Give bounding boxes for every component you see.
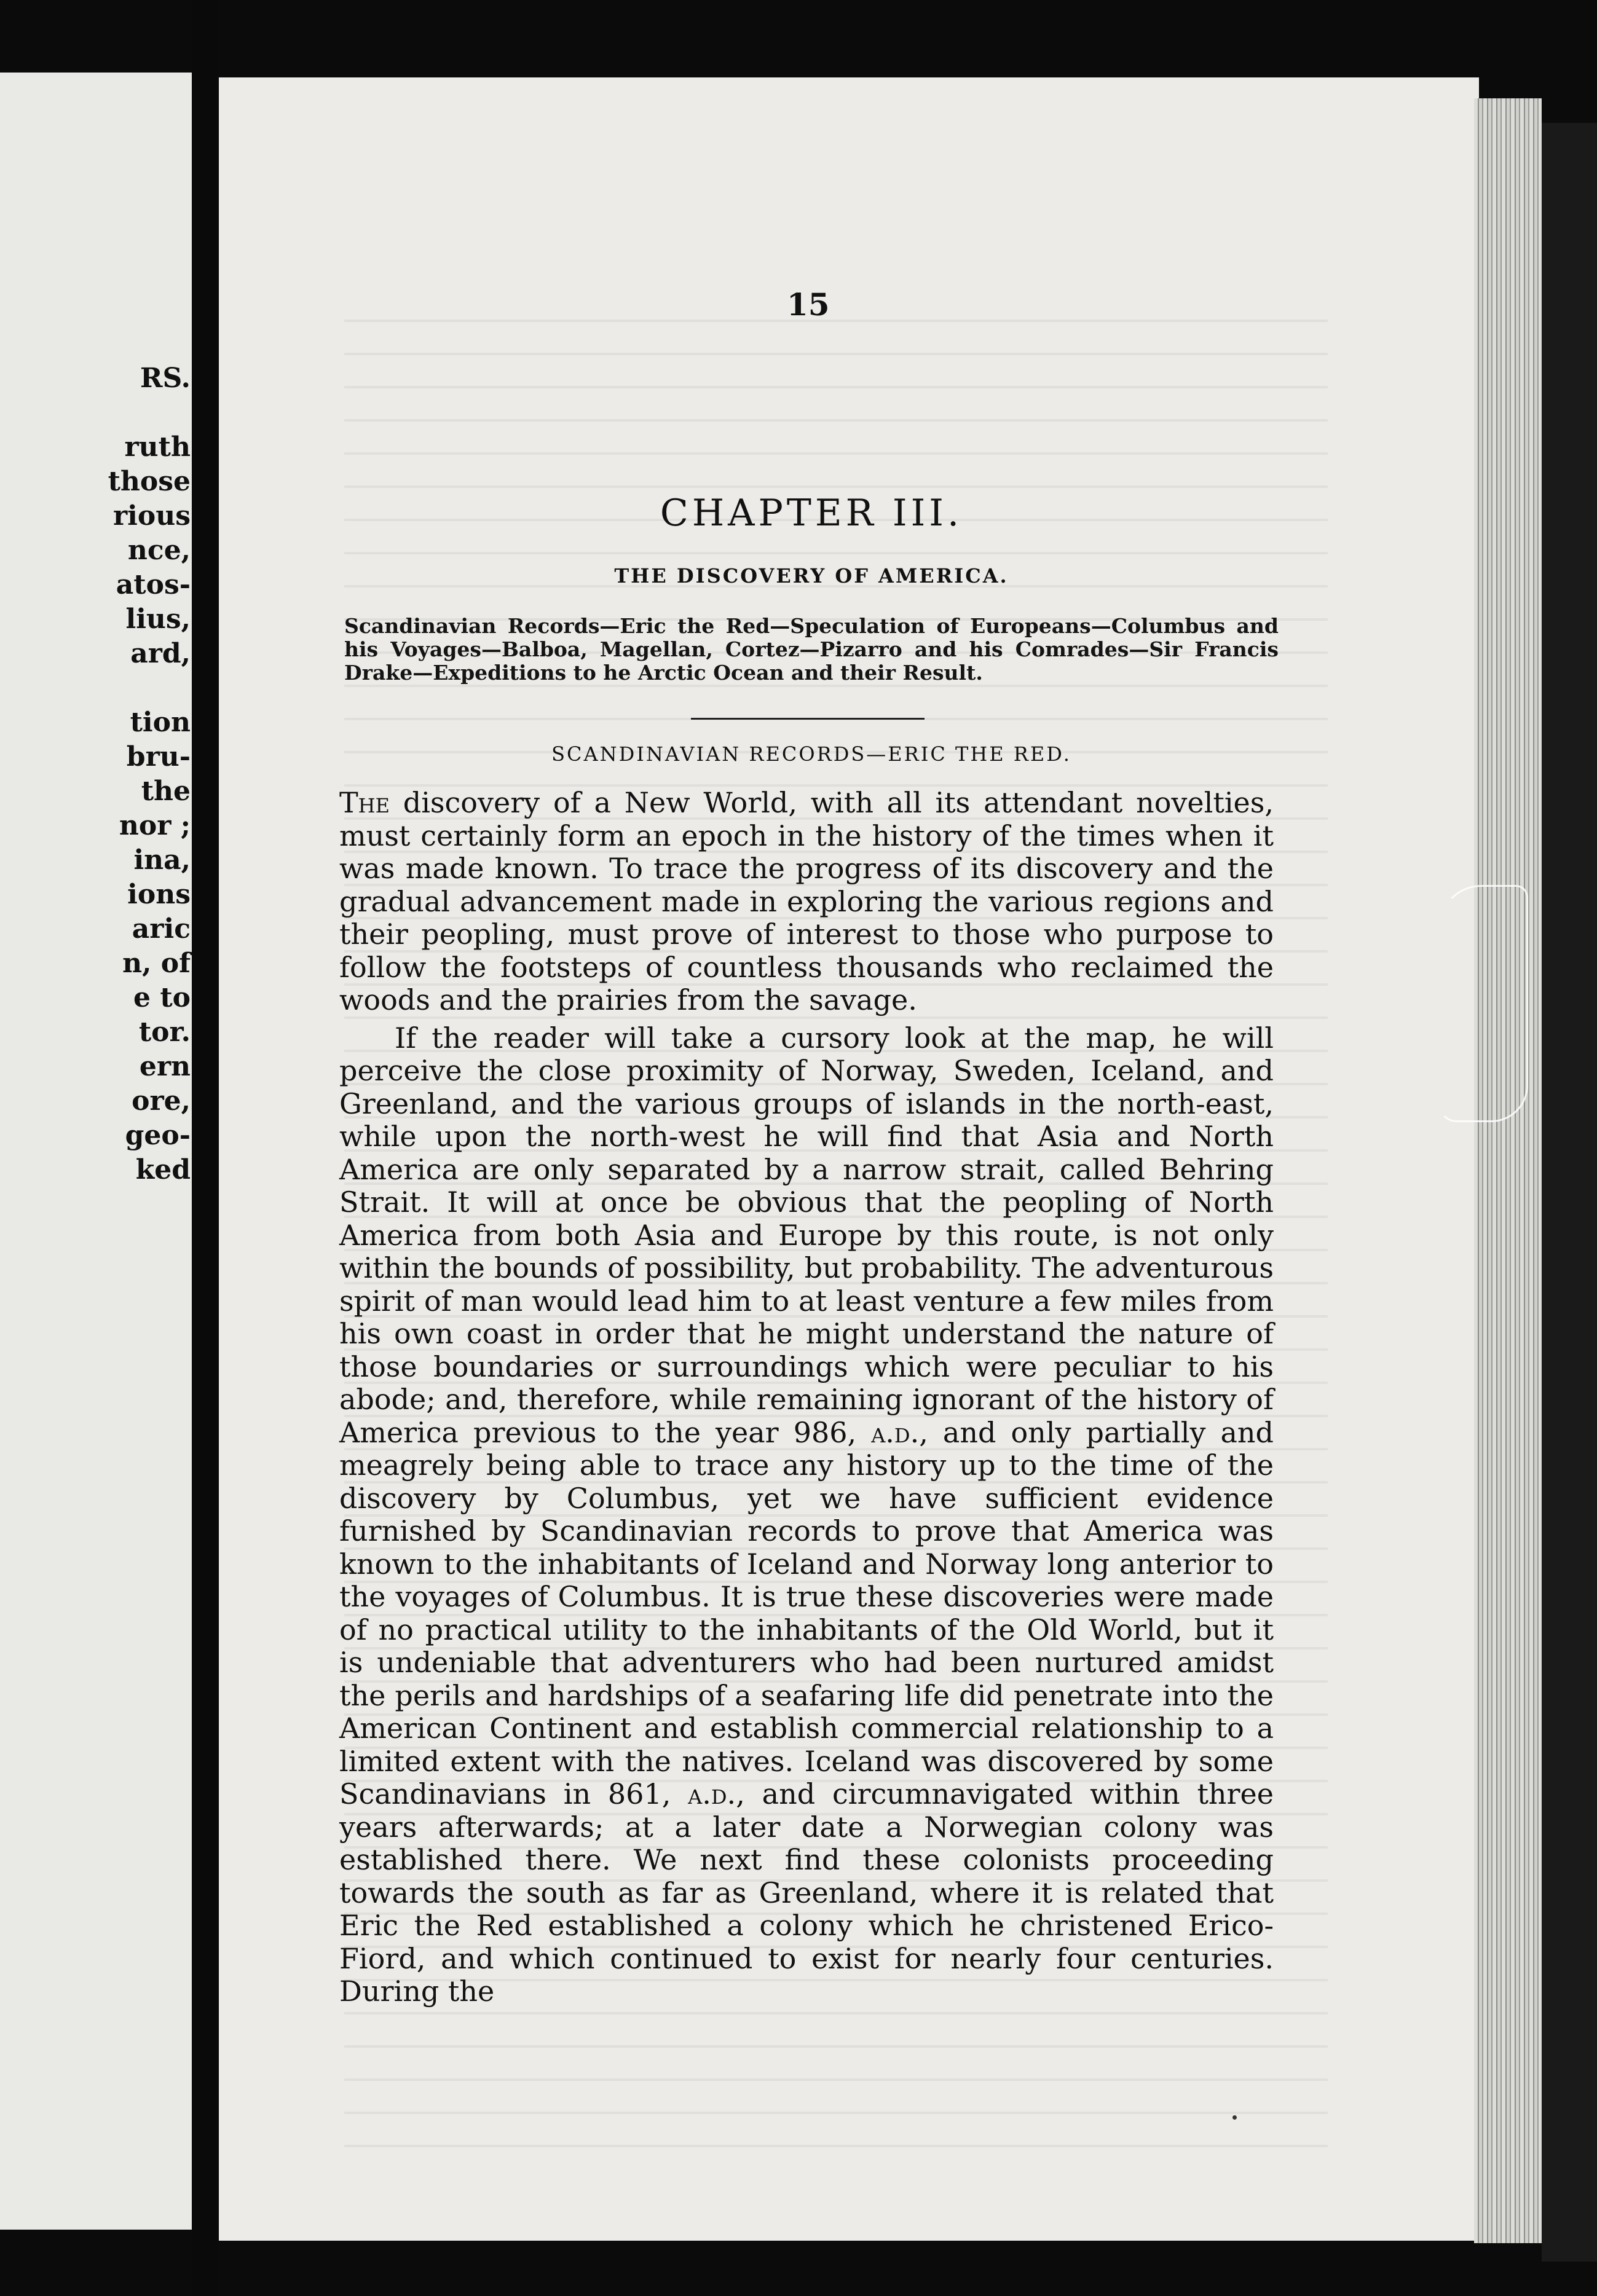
page-edge-shadow bbox=[1542, 123, 1597, 2262]
chapter-summary: Scandinavian Records—Eric the Red—Speculation of Europeans—Columbus and his Voyages—Balboa, Magellan, Cortez—Pizarro and his Comrades—Sir Francis Drake—Expeditions to he Arctic Ocean and their Result. bbox=[344, 614, 1279, 685]
paragraph-1 bbox=[339, 787, 1274, 1017]
ink-speck bbox=[1232, 2115, 1237, 2120]
paragraph-2-text-c: , and circumnavigated within three years afterwards; at a later date a Norwegian colony was established there. We next find these colonists proceeding towards the south as far as Greenland, where it is related that Eric the Red established a colony which he christened Erico-Fiord, and which continued to exist for nearly four centuries. During the bbox=[339, 1777, 1274, 2008]
paragraph-2-text-b: , and only partially and meagrely being able to trace any history up to the time of the discovery by Columbus, yet we have sufficient evidence furnished by Scandinavian records to prove that America was known to the inhabitants of Iceland and Norway long anterior to the voyages of Columbus. It is true these discoveries were made of no practical utility to the inhabitants of the Old World, but it is undeniable that adventurers who had been nurtured amidst the perils and hardships of a seafaring life did penetrate into the American Continent and establish commercial relationship to a limited extent with the natives. Iceland was discovered by some Scandinavians in 861, bbox=[339, 1415, 1274, 1810]
era-abbrev-2: a.d. bbox=[688, 1777, 736, 1810]
drop-word: The bbox=[339, 786, 390, 819]
subheading: SCANDINAVIAN RECORDS—ERIC THE RED. bbox=[551, 742, 1071, 766]
paragraph-1-text: discovery of a New World, with all its attendant novelties, must certainly form an epoch in the history of the times when it was made known. To trace the progress of its discovery and the gradual advancement made in exploring the various regions and their peopling, must prove of interest to those who purpose to follow the footsteps of countless thousands who reclaimed the woods and the prairies from the savage. bbox=[339, 786, 1274, 1016]
paragraph-2-text-a: If the reader will take a cursory look at the map, he will perceive the close proximity of Norway, Sweden, Iceland, and Greenland, and the various groups of islands in the north-east, while upon the north-west he will find that Asia and North America are only separated by a narrow strait, called Behring Strait. It will at once be obvious that the peopling of North America from both Asia and Europe by this route, is not only within the bounds of possibility, but probability. The adventurous spirit of man would lead him to at least venture a few miles from his own coast in order that he might understand the nature of those boundaries or surroundings which were peculiar to his abode; and, therefore, while remaining ignorant of the history of America previous to the year 986, bbox=[339, 1021, 1274, 1449]
section-title: THE DISCOVERY OF AMERICA. bbox=[614, 564, 1009, 588]
book-gutter bbox=[192, 0, 218, 2296]
chapter-title: CHAPTER III. bbox=[660, 492, 963, 535]
paragraph-2 bbox=[339, 1022, 1274, 2008]
scan-artifact-mark bbox=[1438, 885, 1528, 1122]
facing-page-text-fragments: RS. ruth those rious nce, atos- lius, ard, tion bru- the nor ; ina, ions aric n, of e to tor. ern ore, geo- ked bbox=[108, 363, 191, 1185]
era-abbrev-1: a.d. bbox=[871, 1415, 920, 1449]
divider-rule bbox=[691, 718, 925, 720]
facing-page bbox=[0, 73, 192, 2230]
body-text bbox=[339, 787, 1274, 2008]
page-edges bbox=[1474, 98, 1542, 2243]
page-number: 15 bbox=[787, 286, 830, 323]
